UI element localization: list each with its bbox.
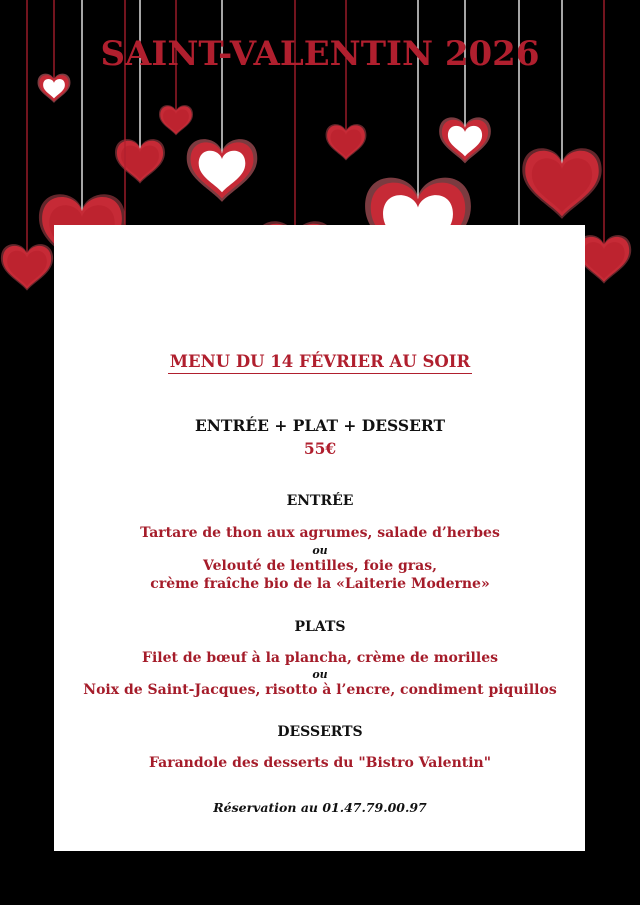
reservation-info: Réservation au 01.47.79.00.97	[213, 800, 427, 815]
dish-item: Tartare de thon aux agrumes, salade d’herbes	[140, 525, 500, 541]
formula-label: ENTRÉE + PLAT + DESSERT	[194, 416, 446, 435]
dish-item: Farandole des desserts du "Bistro Valentin"	[148, 755, 492, 771]
or-separator: ou	[312, 544, 328, 557]
formula-price: 55€	[303, 439, 337, 458]
menu-subtitle-text: MENU DU 14 FÉVRIER AU SOIR	[168, 352, 472, 374]
dish-item: Noix de Saint-Jacques, risotto à l’encre, condiment piquillos	[83, 682, 557, 698]
section-heading-entree: ENTRÉE	[286, 493, 354, 509]
section-heading-desserts: DESSERTS	[277, 724, 363, 740]
page-title: SAINT-VALENTIN 2026	[100, 34, 540, 74]
section-heading-plats: PLATS	[294, 619, 346, 635]
menu-subtitle	[0, 352, 640, 374]
dish-item: Filet de bœuf à la plancha, crème de morilles	[142, 650, 498, 666]
dish-item: crème fraîche bio de la «Laiterie Moderne»	[150, 576, 490, 592]
or-separator: ou	[312, 668, 328, 681]
dish-item: Velouté de lentilles, foie gras,	[203, 558, 437, 574]
